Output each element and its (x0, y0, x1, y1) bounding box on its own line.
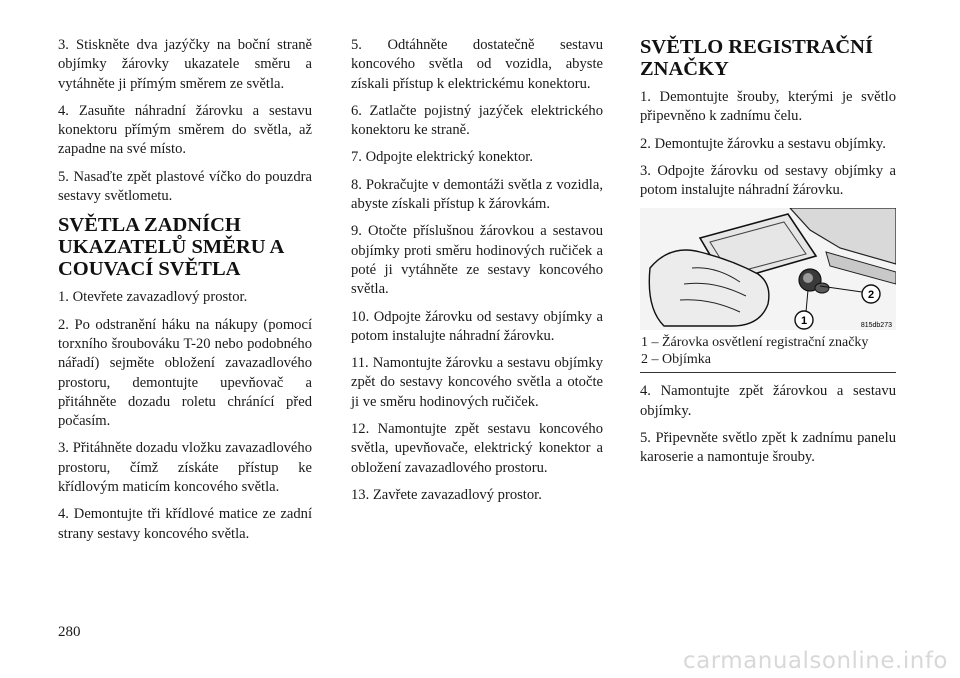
instruction-step: 6. Zatlačte pojistný jazýček elektrického konektoru ke straně. (351, 102, 603, 139)
figure-caption (640, 330, 896, 373)
page-number: 280 (58, 624, 81, 640)
instruction-step: 3. Stiskněte dva jazýčky na boční straně objímky žárovky ukazatele směru a vytáhněte ji přímým směrem ze světla. (58, 37, 312, 92)
callout-1-label: 1 (800, 315, 808, 328)
instruction-step: 11. Namontujte žárovku a sestavu objímky zpět do sestavy koncového světla a otočte ji ve směru hodinových ručiček. (351, 355, 603, 410)
illustration-drawing (640, 208, 896, 330)
instruction-step: 1. Demontujte šrouby, kterými je světlo připevněno k zadnímu čelu. (640, 89, 896, 125)
instruction-step: 5. Odtáhněte dostatečně sestavu koncového světla od vozidla, abyste získali přístup k elektrickému konektoru. (351, 37, 603, 92)
middle-column (351, 36, 603, 513)
instruction-step: 3. Odpojte žárovku od sestavy objímky a potom instalujte náhradní žárovku. (640, 162, 896, 199)
instruction-step: 4. Demontujte tři křídlové matice ze zadní strany sestavy koncového světla. (58, 506, 312, 542)
section-heading-rear-lights: SVĚTLA ZADNÍCH UKAZATELŮ SMĚRU A COUVACÍ SVĚTLA (58, 214, 284, 281)
instruction-step: 4. Namontujte zpět žárovkou a sestavu objímky. (640, 383, 896, 419)
instruction-step: 4. Zasuňte náhradní žárovku a sestavu konektoru přímým směrem do světla, až zapadne na své místo. (58, 102, 312, 158)
instruction-step: 1. Otevřete zavazadlový prostor. (58, 289, 248, 306)
section-heading-license-plate-light: SVĚTLO REGISTRAČNÍ ZNAČKY (640, 36, 873, 80)
instruction-step: 7. Odpojte elektrický konektor. (351, 149, 533, 166)
instruction-step: 5. Připevněte světlo zpět k zadnímu panelu karoserie a namontuje šrouby. (640, 430, 896, 466)
watermark: carmanualsonline.info (682, 648, 948, 674)
figure-code: 815db273 (860, 322, 892, 330)
right-column (640, 36, 896, 476)
instruction-step: 9. Otočte příslušnou žárovkou a sestavou objímky proti směru hodinových ručiček a poté ji vytáhněte ze sestavy koncového světla. (351, 223, 603, 298)
instruction-step: 10. Odpojte žárovku od sestavy objímky a potom instalujte náhradní žárovku. (351, 308, 603, 344)
caption-item-2: 2 – Objímka (641, 352, 711, 368)
license-plate-bulb-illustration (640, 208, 896, 330)
left-column (58, 36, 312, 552)
callout-2-label: 2 (867, 289, 875, 302)
instruction-step: 2. Demontujte žárovku a sestavu objímky. (640, 135, 886, 152)
instruction-step: 5. Nasaďte zpět plastové víčko do pouzdra sestavy světlometu. (58, 168, 312, 205)
instruction-step: 13. Zavřete zavazadlový prostor. (351, 486, 542, 503)
instruction-step: 3. Přitáhněte dozadu vložku zavazadlového prostoru, čímž získáte přístup ke křídlovým maticím koncového světla. (58, 440, 312, 496)
instruction-step: 2. Po odstranění háku na nákupy (pomocí torxního šroubováku T-20 nebo podobného nářadí) sejměte obložení zavazadlového prostoru, demontujte upevňovač a přitáhněte dozadu roletu chránící před počasím. (58, 316, 312, 430)
instruction-step: 8. Pokračujte v demontáži světla z vozidla, abyste získali přístup k žárovkám. (351, 176, 603, 213)
instruction-step: 12. Namontujte zpět sestavu koncového světla, upevňovače, elektrický konektor a obložení zavazadlového prostoru. (351, 421, 603, 476)
caption-item-1: 1 – Žárovka osvětlení registrační značky (641, 335, 869, 351)
